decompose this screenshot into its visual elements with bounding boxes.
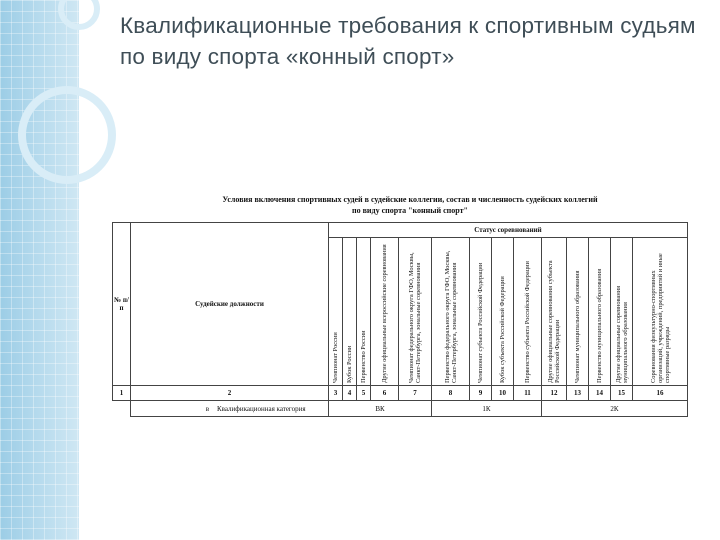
competition-col-1: Чемпионат России	[329, 238, 343, 386]
column-number: 5	[357, 386, 371, 401]
qualification-label-cell	[131, 401, 329, 417]
column-number: 13	[567, 386, 589, 401]
competition-col-14: Соревнования физкультурно-спортивных организаций, учреждений, предприятий и иные спортивные разряды	[633, 238, 688, 386]
qualification-value-1: ВК	[329, 401, 432, 417]
column-number: 14	[589, 386, 611, 401]
header-number: № п/п	[113, 223, 131, 386]
competition-col-10: Другие официальные соревнования субъекта Российской Федерации	[542, 238, 567, 386]
column-number: 10	[492, 386, 514, 401]
competition-col-2: Кубок России	[343, 238, 357, 386]
competition-col-4: Другие официальные всероссийские соревнования	[371, 238, 399, 386]
side-band-divider	[79, 0, 81, 540]
header-positions: Судейские должности	[131, 223, 329, 386]
column-number: 16	[633, 386, 688, 401]
column-number-row	[113, 386, 688, 401]
qualification-value-2: 1К	[432, 401, 542, 417]
side-band-grid	[0, 0, 79, 540]
header-status: Статус соревнований	[329, 223, 688, 238]
competition-col-5: Чемпионат федерального округа ГФО, Москвы, Санкт-Петербурга, зональные соревнования	[399, 238, 432, 386]
competition-col-3: Первенство России	[357, 238, 371, 386]
column-number: 4	[343, 386, 357, 401]
competition-col-12: Первенство муниципального образования	[589, 238, 611, 386]
qualification-label: Квалификационная категория	[217, 404, 306, 413]
column-number: 11	[514, 386, 542, 401]
column-number: 12	[542, 386, 567, 401]
competition-col-11: Чемпионат муниципального образования	[567, 238, 589, 386]
decorative-ring-large	[18, 86, 116, 184]
column-number: 3	[329, 386, 343, 401]
column-number: 7	[399, 386, 432, 401]
requirements-table	[112, 222, 688, 417]
column-number: 9	[470, 386, 492, 401]
column-number: 15	[611, 386, 633, 401]
competition-col-9: Первенство субъекта Российской Федерации	[514, 238, 542, 386]
slide-title: Квалификационные требования к спортивным судьям по виду спорта «конный спорт»	[120, 13, 696, 69]
qualification-index: в	[205, 404, 209, 413]
decorative-side-band	[0, 0, 79, 540]
competition-col-8: Кубок субъекта Российской Федерации	[492, 238, 514, 386]
column-number: 6	[371, 386, 399, 401]
document-heading-line1: Условия включения спортивных судей в судейские коллегии, состав и численность судейских коллегий	[222, 195, 598, 204]
document-scan	[112, 181, 708, 425]
competition-col-6: Первенство федерального округа ГФО, Москвы, Санкт-Петербурга, зональные соревнования	[432, 238, 470, 386]
column-number: 8	[432, 386, 470, 401]
competition-col-13: Другие официальные соревнования муниципального образования	[611, 238, 633, 386]
column-number: 1	[113, 386, 131, 401]
document-heading-line2: по виду спорта "конный спорт"	[351, 206, 468, 215]
qualification-row	[113, 401, 688, 417]
competition-col-7: Чемпионат субъекта Российской Федерации	[470, 238, 492, 386]
qualification-value-3: 2К	[542, 401, 688, 417]
column-number: 2	[131, 386, 329, 401]
